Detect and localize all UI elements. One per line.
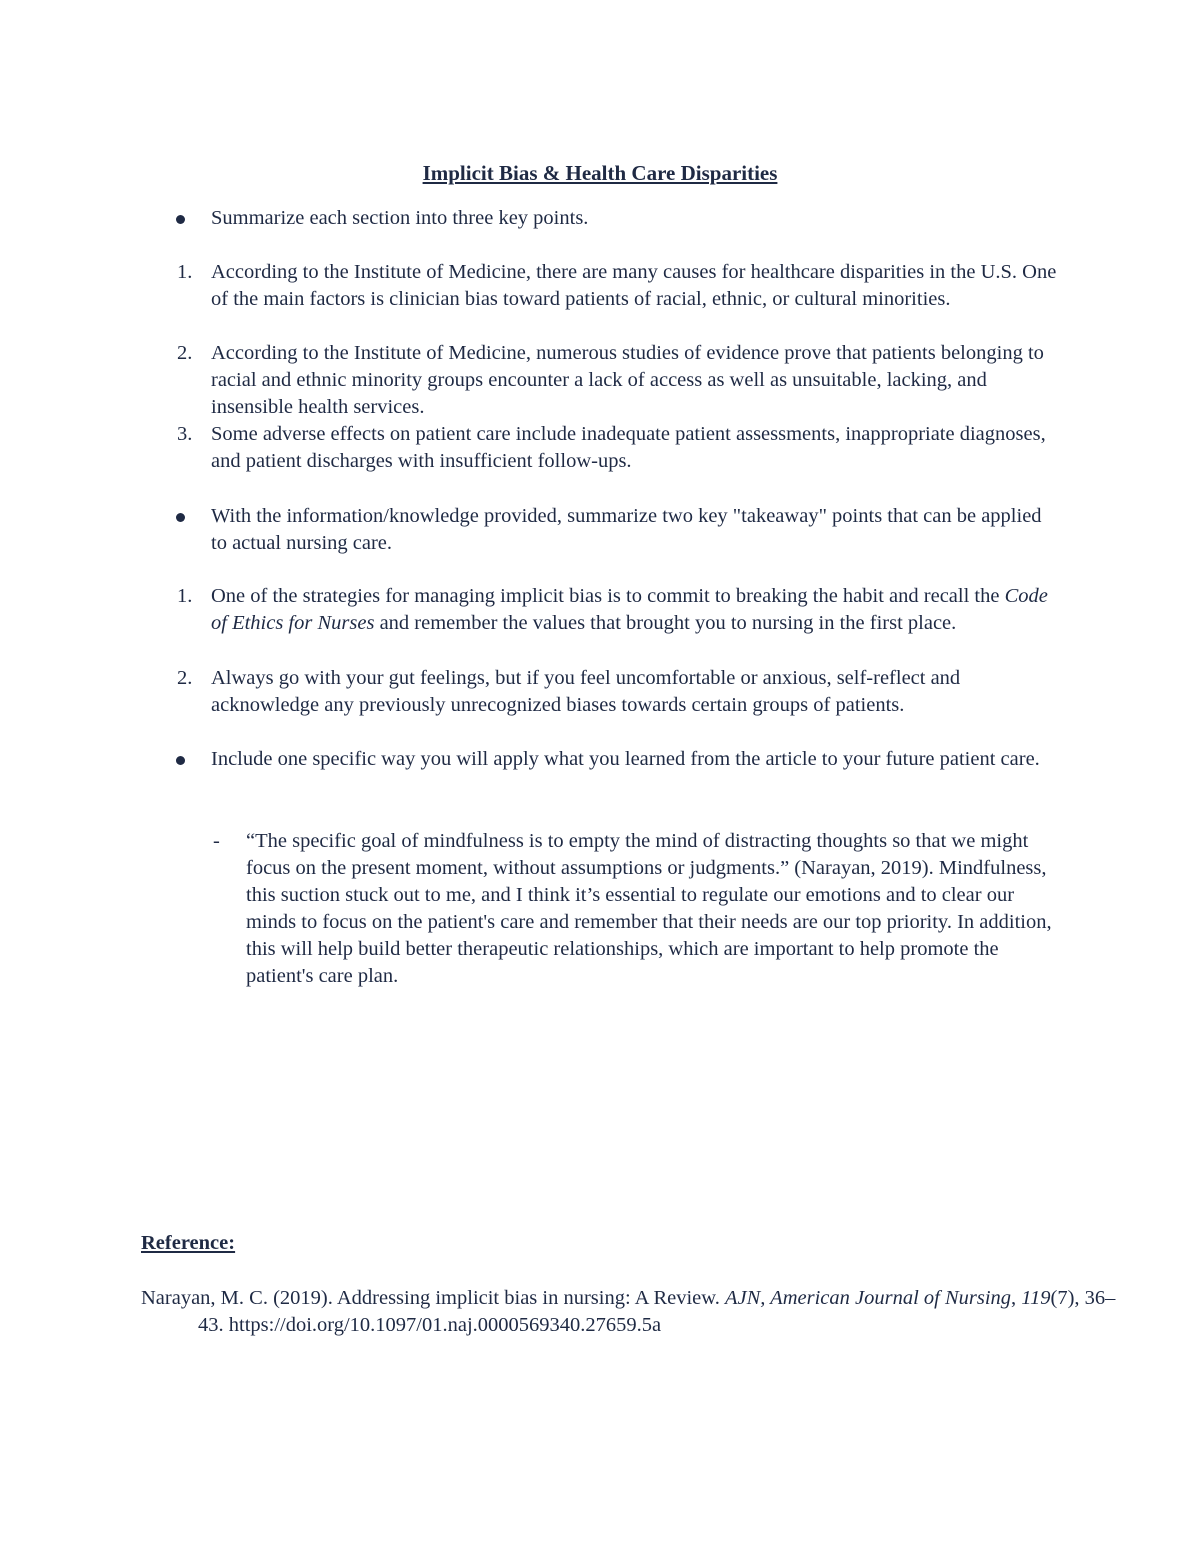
bullet-text: With the information/knowledge provided, summarize two key "takeaway" points that can be applied to actual nursing care.	[211, 505, 1042, 554]
bullet-text: Include one specific way you will apply what you learned from the article to your future patient care.	[211, 748, 1040, 770]
list-item-text: One of the strategies for managing implicit bias is to commit to breaking the habit and recall the Code of Ethics for Nurses and remember the values that brought you to nursing in the first place.	[211, 585, 1048, 634]
bullet-item-summarize	[170, 205, 1060, 232]
bullet-text: Summarize each section into three key points.	[211, 207, 589, 229]
code-of-ethics-title: Code of Ethics for Nurses	[211, 585, 1048, 634]
bullet-icon	[170, 503, 210, 530]
bullet-item-apply	[170, 746, 1060, 773]
list-item	[170, 421, 1060, 475]
mindfulness-paragraph: “The specific goal of mindfulness is to empty the mind of distracting thoughts so that we might focus on the present moment, without assumptions or judgments.” (Narayan, 2019). Mindfulness, this suction stuck out to me, and I think it’s essential to regulate our emotions and to clear our minds to focus on the patient's care and remember that their needs are our top priority. In addition, this will help build better therapeutic relationships, which are important to help promote the patient's care plan.	[246, 830, 1052, 987]
document-title: Implicit Bias & Health Care Disparities	[422, 161, 778, 185]
list-item-text: According to the Institute of Medicine, there are many causes for healthcare disparities in the U.S. One of the main factors is clinician bias toward patients of racial, ethnic, or cultural minorities.	[211, 261, 1057, 310]
list-item	[170, 665, 1060, 719]
bullet-icon	[170, 746, 210, 773]
list-item	[170, 340, 1060, 421]
reference-entry: Narayan, M. C. (2019). Addressing implicit bias in nursing: A Review. AJN, American Journal of Nursing, 119(7), 36–43. https://doi.org/10.1097/01.naj.0000569340.27659.5a	[141, 1287, 1116, 1336]
reference-doi: (7), 36–43. https://doi.org/10.1097/01.naj.0000569340.27659.5a	[198, 1287, 1116, 1336]
list-item	[170, 259, 1060, 313]
bullet-item-takeaway	[170, 503, 1060, 557]
list-item	[170, 583, 1060, 637]
bullet-icon	[170, 205, 210, 232]
journal-volume: 119	[1021, 1287, 1051, 1309]
list-number: 1.	[177, 585, 193, 607]
reference-heading: Reference:	[141, 1232, 236, 1254]
list-item-text: Always go with your gut feelings, but if you feel uncomfortable or anxious, self-reflect and acknowledge any previously unrecognized biases towards certain groups of patients.	[211, 667, 961, 716]
dash-marker: -	[213, 830, 220, 852]
list-item-text: According to the Institute of Medicine, numerous studies of evidence prove that patients belonging to racial and ethnic minority groups encounter a lack of access as well as unsuitable, lacking, and insensible health services.	[211, 342, 1044, 418]
list-number: 2.	[177, 667, 193, 689]
list-item-text: Some adverse effects on patient care include inadequate patient assessments, inappropriate diagnoses, and patient discharges with insufficient follow-ups.	[211, 423, 1046, 472]
list-number: 1.	[177, 261, 193, 283]
journal-title: AJN, American Journal of Nursing	[725, 1287, 1012, 1309]
dash-item	[210, 828, 1060, 990]
list-number: 2.	[177, 342, 193, 364]
list-number: 3.	[177, 423, 193, 445]
